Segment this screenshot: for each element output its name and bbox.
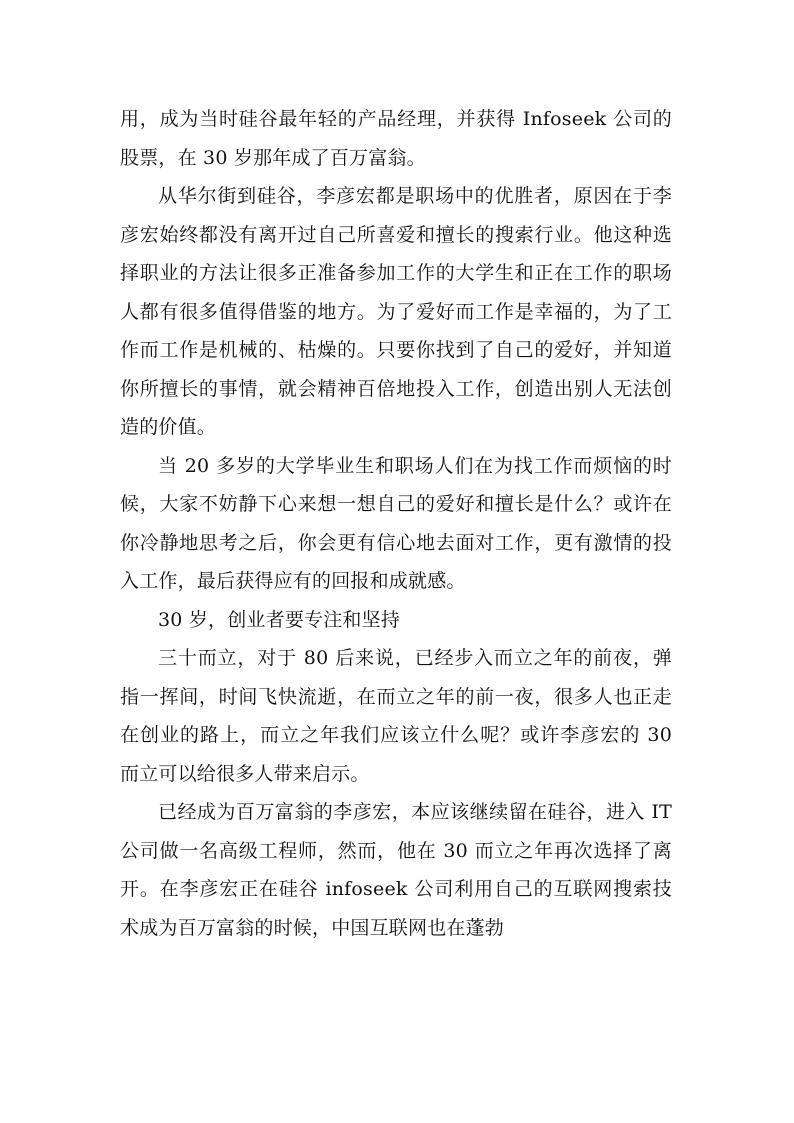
paragraph-1: 用，成为当时硅谷最年轻的产品经理，并获得 Infoseek 公司的股票，在 30 岁那年成了百万富翁。 <box>120 108 672 169</box>
paragraph-2: 从华尔街到硅谷，李彦宏都是职场中的优胜者，原因在于李彦宏始终都没有离开过自己所喜爱和擅长的搜索行业。他这种选择职业的方法让很多正准备参加工作的大学生和正在工作的职场人都有很多值得借鉴的地方。为了爱好而工作是幸福的，为了工作而工作是机械的、枯燥的。只要你找到了自己的爱好，并知道你所擅长的事情，就会精神百倍地投入工作，创造出别人无法创造的价值。 <box>120 185 672 438</box>
section-heading: 30 岁，创业者要专注和坚持 <box>158 608 401 631</box>
paragraph-3: 当 20 多岁的大学毕业生和职场人们在为找工作而烦恼的时候，大家不妨静下心来想一想自己的爱好和擅长是什么？或许在你冷静地思考之后，你会更有信心地去面对工作，更有激情的投入工作，最后获得应有的回报和成就感。 <box>120 454 672 592</box>
paragraph-6: 已经成为百万富翁的李彦宏，本应该继续留在硅谷，进入 IT 公司做一名高级工程师，然而，他在 30 而立之年再次选择了离开。在李彦宏正在硅谷 infoseek 公司利用自己的互联网搜索技术成为百万富翁的时候，中国互联网也在蓬勃 <box>120 801 672 939</box>
document-body <box>120 100 672 947</box>
paragraph-5: 三十而立，对于 80 后来说，已经步入而立之年的前夜，弹指一挥间，时间飞快流逝，在而立之年的前一夜，很多人也正走在创业的路上，而立之年我们应该立什么呢？或许李彦宏的 30 而立可以给很多人带来启示。 <box>120 647 672 785</box>
